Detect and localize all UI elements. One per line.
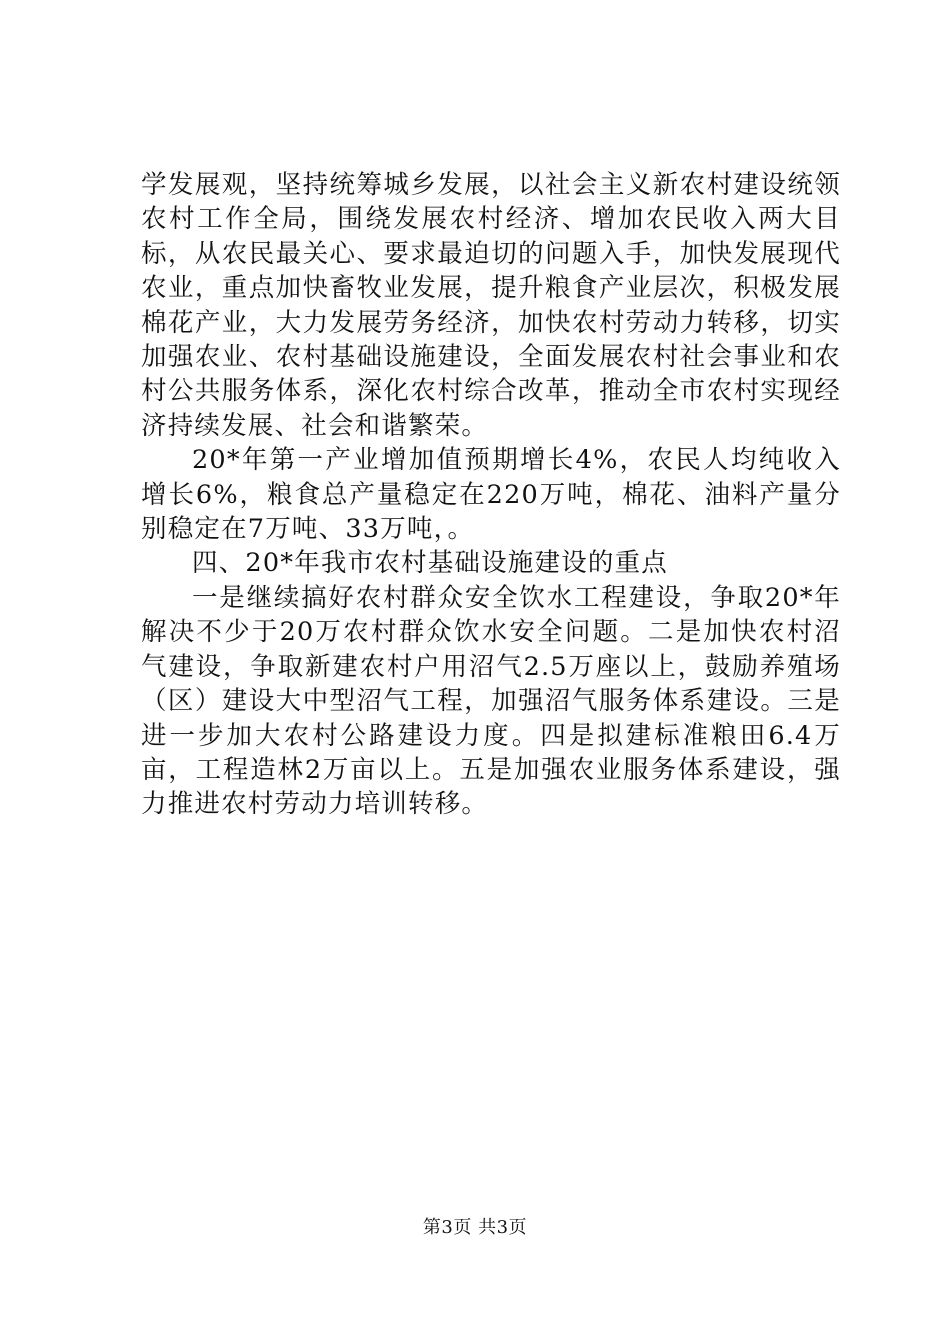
paragraph-continuation: 学发展观，坚持统筹城乡发展，以社会主义新农村建设统领农村工作全局，围绕发展农村经济、增加农民收入两大目标，从农民最关心、要求最迫切的问题入手，加快发展现代农业，重点加快畜牧业发展，提升粮食产业层次，积极发展棉花产业，大力发展劳务经济，加快农村劳动力转移，切实加强农业、农村基础设施建设，全面发展农村社会事业和农村公共服务体系，深化农村综合改革，推动全市农村实现经济持续发展、社会和谐繁荣。 bbox=[141, 170, 841, 441]
paragraph-priorities: 一是继续搞好农村群众安全饮水工程建设，争取20*年解决不少于20万农村群众饮水安全问题。二是加快农村沼气建设，争取新建农村户用沼气2.5万座以上，鼓励养殖场（区）建设大中型沼气工程，加强沼气服务体系建设。三是进一步加大农村公路建设力度。四是拟建标准粮田6.4万亩，工程造林2万亩以上。五是加强农业服务体系建设，强力推进农村劳动力培训转移。 bbox=[141, 582, 841, 820]
page-number-footer: 第3页 共3页 bbox=[422, 1217, 528, 1238]
section-heading: 四、20*年我市农村基础设施建设的重点 bbox=[192, 548, 668, 579]
document-body bbox=[141, 168, 841, 822]
paragraph-targets: 20*年第一产业增加值预期增长4%，农民人均纯收入增长6%，粮食总产量稳定在220万吨，棉花、油料产量分别稳定在7万吨、33万吨，。 bbox=[141, 445, 841, 545]
